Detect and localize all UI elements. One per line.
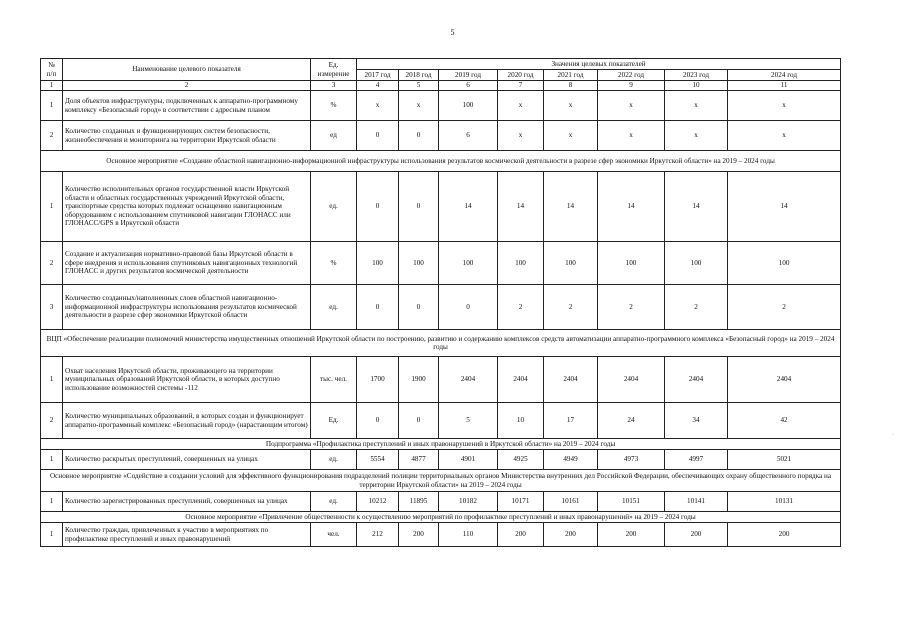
unit-cell: ед.: [311, 450, 357, 470]
value-cell: 4901: [439, 450, 498, 470]
value-cell: 0: [399, 285, 439, 330]
value-cell: 2404: [665, 357, 728, 403]
value-cell: 14: [439, 172, 498, 242]
value-cell: х: [598, 121, 665, 151]
value-cell: 10141: [665, 492, 728, 512]
value-cell: 4949: [544, 450, 598, 470]
column-number: 10: [665, 81, 728, 91]
value-cell: 1900: [399, 357, 439, 403]
unit-cell: ед.: [311, 172, 357, 242]
value-cell: 100: [665, 242, 728, 285]
value-cell: 10151: [598, 492, 665, 512]
value-cell: 200: [544, 523, 598, 547]
value-cell: 2404: [544, 357, 598, 403]
header-unit: Ед. измерение: [311, 59, 357, 81]
value-cell: х: [598, 91, 665, 121]
value-cell: х: [357, 91, 399, 121]
value-cell: 2: [498, 285, 544, 330]
section-title: Основное мероприятие «Привлечение общественности к осуществлению мероприятий по профилактике преступлений и иных правонарушений» на 2019 – 2024 годы: [41, 512, 841, 523]
value-cell: 200: [728, 523, 841, 547]
value-cell: 34: [665, 403, 728, 439]
header-year: 2019 год: [439, 70, 498, 81]
unit-cell: %: [311, 91, 357, 121]
value-cell: 2404: [728, 357, 841, 403]
value-cell: 10182: [439, 492, 498, 512]
column-number: 1: [41, 81, 63, 91]
value-cell: 4877: [399, 450, 439, 470]
value-cell: 11895: [399, 492, 439, 512]
value-cell: х: [728, 91, 841, 121]
value-cell: 200: [598, 523, 665, 547]
value-cell: 14: [728, 172, 841, 242]
header-year: 2020 год: [498, 70, 544, 81]
header-year: 2018 год: [399, 70, 439, 81]
header-values-title: Значения целевых показателей: [357, 59, 841, 70]
value-cell: 200: [665, 523, 728, 547]
value-cell: 100: [439, 91, 498, 121]
section-row: [41, 470, 841, 492]
value-cell: 4973: [598, 450, 665, 470]
value-cell: 10161: [544, 492, 598, 512]
indicator-name: Охват населения Иркутской области, проживающего на территории муниципальных образований Иркутской области, в которых доступно использование возможностей системы -112: [63, 357, 311, 403]
indicator-name: Количество раскрытых преступлений, совершенных на улицах: [63, 450, 311, 470]
value-cell: х: [728, 121, 841, 151]
column-number: 4: [357, 81, 399, 91]
value-cell: 0: [357, 403, 399, 439]
value-cell: 0: [399, 121, 439, 151]
value-cell: х: [665, 91, 728, 121]
value-cell: х: [544, 91, 598, 121]
table-row: [41, 523, 841, 547]
unit-cell: ед.: [311, 492, 357, 512]
unit-cell: ед.: [311, 285, 357, 330]
value-cell: 14: [544, 172, 598, 242]
header-number: № п/п: [41, 59, 63, 81]
header-indicator-name: Наименование целевого показателя: [63, 59, 311, 81]
column-number: 3: [311, 81, 357, 91]
row-number: 1: [41, 450, 63, 470]
value-cell: 100: [439, 242, 498, 285]
indicator-name: Доля объектов инфраструктуры, подключенных к аппаратно-программному комплексу «Безопасный город» в соответствии с адресным планом: [63, 91, 311, 121]
value-cell: х: [498, 121, 544, 151]
header-year: 2017 год: [357, 70, 399, 81]
value-cell: 2404: [498, 357, 544, 403]
value-cell: 200: [399, 523, 439, 547]
value-cell: 10131: [728, 492, 841, 512]
value-cell: 17: [544, 403, 598, 439]
table-row: [41, 357, 841, 403]
target-indicators-table: [40, 58, 841, 547]
value-cell: 6: [439, 121, 498, 151]
row-number: 2: [41, 242, 63, 285]
section-row: [41, 512, 841, 523]
row-number: 2: [41, 121, 63, 151]
value-cell: 110: [439, 523, 498, 547]
value-cell: 100: [598, 242, 665, 285]
table-row: [41, 450, 841, 470]
section-title: Подпрограмма «Профилактика преступлений и иных правонарушений в Иркутской области» на 2019 – 2024 годы: [41, 439, 841, 450]
value-cell: 2: [544, 285, 598, 330]
page-number: 5: [450, 28, 455, 37]
unit-cell: чел.: [311, 523, 357, 547]
value-cell: 2: [728, 285, 841, 330]
value-cell: 100: [399, 242, 439, 285]
table-row: [41, 285, 841, 330]
indicator-name: Создание и актуализация нормативно-правовой базы Иркутской области в сфере внедрения и использования спутниковых навигационных технологий ГЛОНАСС и других результатов космической деятельности: [63, 242, 311, 285]
indicator-name: Количество созданных и функционирующих систем безопасности, жизнеобеспечения и мониторинга на территории Иркутской области: [63, 121, 311, 151]
header-year: 2022 год: [598, 70, 665, 81]
value-cell: 10: [498, 403, 544, 439]
value-cell: 5021: [728, 450, 841, 470]
section-title: Основное мероприятие «Содействие в создании условий для эффективного функционирования подразделений полиции территориальных органов Министерства внутренних дел Российской Федерации, обеспечивающих охрану общественного порядка на территории Иркутской области» на 2019 – 2024 годы: [41, 470, 841, 492]
unit-cell: %: [311, 242, 357, 285]
value-cell: х: [544, 121, 598, 151]
indicator-name: Количество исполнительных органов государственной власти Иркутской области и областных государственных учреждений Иркутской области, транспортные средства которых подлежат оснащению навигационным оборудованием с использованием спутниковой навигации ГЛОНАСС или ГЛОНАСС/GPS в Иркутской области: [63, 172, 311, 242]
header-year: 2023 год: [665, 70, 728, 81]
value-cell: 10171: [498, 492, 544, 512]
column-number: 11: [728, 81, 841, 91]
row-number: 1: [41, 492, 63, 512]
value-cell: 5: [439, 403, 498, 439]
column-number: 7: [498, 81, 544, 91]
section-row: [41, 151, 841, 172]
row-number: 2: [41, 403, 63, 439]
indicator-name: Количество зарегистрированных преступлений, совершенных на улицах: [63, 492, 311, 512]
section-title: ВЦП «Обеспечение реализации полномочий министерства имущественных отношений Иркутской области по построению, развитию и содержанию комплексов средств автоматизации аппаратно-программного комплекса «Безопасный город» на 2019 – 2024 годы: [41, 330, 841, 357]
value-cell: 100: [728, 242, 841, 285]
indicator-name: Количество муниципальных образований, в которых создан и функционирует аппаратно-программный комплекс «Безопасный город» (нарастающим итогом): [63, 403, 311, 439]
value-cell: х: [498, 91, 544, 121]
row-number: 3: [41, 285, 63, 330]
row-number: 1: [41, 523, 63, 547]
value-cell: 4997: [665, 450, 728, 470]
value-cell: 100: [544, 242, 598, 285]
row-number: 1: [41, 357, 63, 403]
unit-cell: тыс. чел.: [311, 357, 357, 403]
value-cell: 4925: [498, 450, 544, 470]
value-cell: 42: [728, 403, 841, 439]
section-row: [41, 330, 841, 357]
value-cell: 212: [357, 523, 399, 547]
scan-mark: ·: [892, 432, 894, 438]
value-cell: 0: [439, 285, 498, 330]
value-cell: 14: [498, 172, 544, 242]
table-row: [41, 403, 841, 439]
column-number: 6: [439, 81, 498, 91]
value-cell: 100: [498, 242, 544, 285]
value-cell: 0: [357, 285, 399, 330]
value-cell: 200: [498, 523, 544, 547]
value-cell: 1700: [357, 357, 399, 403]
row-number: 1: [41, 172, 63, 242]
header-year: 2021 год: [544, 70, 598, 81]
table-row: [41, 492, 841, 512]
column-number: 5: [399, 81, 439, 91]
value-cell: 2: [665, 285, 728, 330]
unit-cell: Ед.: [311, 403, 357, 439]
value-cell: 24: [598, 403, 665, 439]
table-row: [41, 121, 841, 151]
table-row: [41, 172, 841, 242]
value-cell: 0: [399, 403, 439, 439]
column-number: 8: [544, 81, 598, 91]
value-cell: 0: [357, 121, 399, 151]
column-number: 9: [598, 81, 665, 91]
value-cell: 2: [598, 285, 665, 330]
value-cell: 100: [357, 242, 399, 285]
column-number: 2: [63, 81, 311, 91]
indicator-name: Количество граждан, привлеченных к участию в мероприятиях по профилактике преступлений и иных правонарушений: [63, 523, 311, 547]
value-cell: х: [399, 91, 439, 121]
indicator-name: Количество созданных/наполненных слоев областной навигационно-информационной инфраструктуры использования результатов космической деятельности в разрезе сфер экономики Иркутской области: [63, 285, 311, 330]
table-row: [41, 242, 841, 285]
value-cell: 2404: [439, 357, 498, 403]
header-year: 2024 год: [728, 70, 841, 81]
section-row: [41, 439, 841, 450]
value-cell: 14: [598, 172, 665, 242]
section-title: Основное мероприятие «Создание областной навигационно-информационной инфраструктуры использования результатов космической деятельности в разрезе сфер экономики Иркутской области» на 2019 – 2024 годы: [41, 151, 841, 172]
value-cell: 0: [399, 172, 439, 242]
value-cell: 0: [357, 172, 399, 242]
value-cell: 10212: [357, 492, 399, 512]
value-cell: х: [665, 121, 728, 151]
table-row: [41, 91, 841, 121]
row-number: 1: [41, 91, 63, 121]
unit-cell: ед: [311, 121, 357, 151]
value-cell: 2404: [598, 357, 665, 403]
value-cell: 5554: [357, 450, 399, 470]
value-cell: 14: [665, 172, 728, 242]
